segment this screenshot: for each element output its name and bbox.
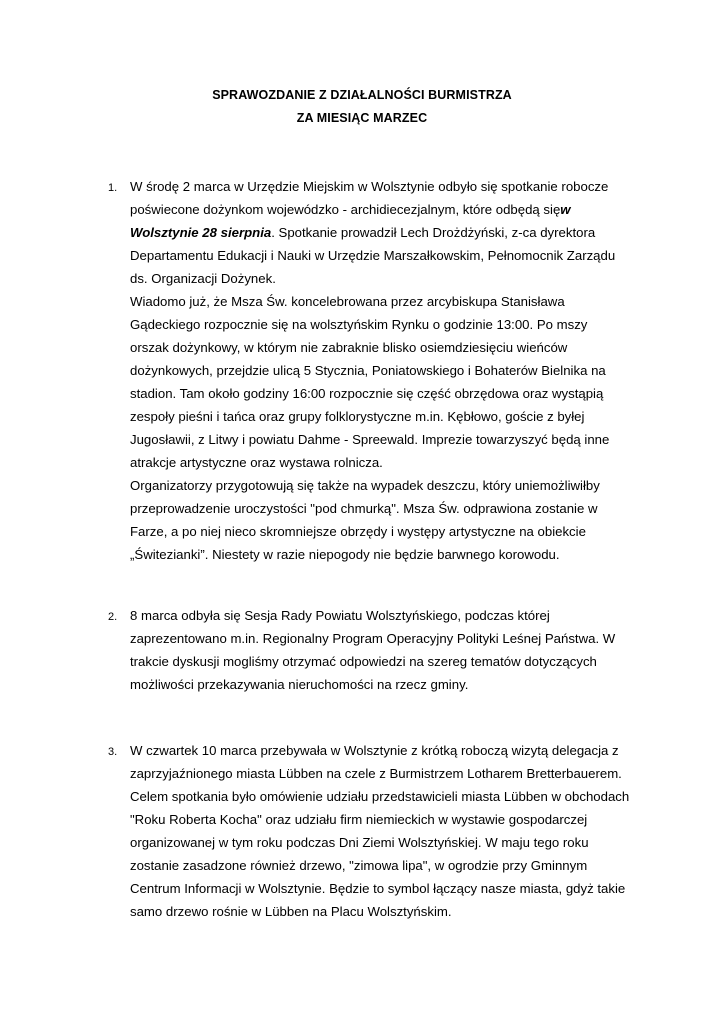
text-segment: . Spotkanie prowadził Lech Drożdżyński, z-ca dyrektora (271, 225, 596, 240)
text-line (130, 198, 650, 221)
list-item-text (130, 604, 650, 696)
text-line: W czwartek 10 marca przebywała w Wolsztynie z krótką roboczą wizytą delegacja z (130, 743, 619, 758)
text-segment-bold-italic: Wolsztynie 28 sierpnia (130, 225, 272, 240)
text-line: Gądeckiego rozpocznie się na wolsztyńskim Rynku o godzinie 13:00. Po mszy (130, 317, 588, 332)
text-line: Farze, a po niej nieco skromniejsze obrzędy i występy artystyczne na obiekcie (130, 524, 586, 539)
text-line: zaprzyjaźnionego miasta Lübben na czele z Burmistrzem Lotharem Bretterbauerem. (130, 766, 622, 781)
list-item-number: 3. (108, 746, 118, 758)
text-line: organizowanej w tym roku podczas Dni Ziemi Wolsztyńskiej. W maju tego roku (130, 835, 589, 850)
text-line: zaprezentowano m.in. Regionalny Program Operacyjny Polityki Leśnej Państwa. W (130, 631, 616, 646)
text-line: 8 marca odbyła się Sesja Rady Powiatu Wolsztyńskiego, podczas której (130, 608, 550, 623)
text-line: atrakcje artystyczne oraz wystawa rolnicza. (130, 455, 383, 470)
title-line-1: SPRAWOZDANIE Z DZIAŁALNOŚCI BURMISTRZA (212, 88, 512, 102)
text-line: trakcie dyskusji mogliśmy otrzymać odpowiedzi na szereg tematów dotyczących (130, 654, 597, 669)
text-line: ds. Organizacji Dożynek. (130, 271, 276, 286)
text-line: zostanie zasadzone również drzewo, "zimowa lipa", w ogrodzie przy Gminnym (130, 858, 588, 873)
list-item-number: 2. (108, 611, 118, 623)
text-line: W środę 2 marca w Urzędzie Miejskim w Wolsztynie odbyło się spotkanie robocze (130, 179, 609, 194)
list-item-text (130, 175, 650, 566)
text-line: samo drzewo rośnie w Lübben na Placu Wolsztyńskim. (130, 904, 452, 919)
text-line: orszak dożynkowy, w którym nie zabraknie blisko osiemdziesięciu wieńców (130, 340, 568, 355)
text-line: „Świtezianki”. Niestety w razie niepogody nie będzie barwnego korowodu. (130, 547, 560, 562)
text-line: Celem spotkania było omówienie udziału przedstawicieli miasta Lübben w obchodach (130, 789, 630, 804)
list-item-number: 1. (108, 182, 118, 194)
text-segment: poświecone dożynkom wojewódzko - archidiecezjalnym, które odbędą się (130, 202, 561, 217)
text-line: zespoły pieśni i tańca oraz grupy folklorystyczne m.in. Kębłowo, goście z byłej (130, 409, 585, 424)
text-line: Organizatorzy przygotowują się także na wypadek deszczu, który uniemożliwiłby (130, 478, 600, 493)
text-line: dożynkowych, przejdzie ulicą 5 Stycznia, Poniatowskiego i Bohaterów Bielnika na (130, 363, 606, 378)
text-line: Wiadomo już, że Msza Św. koncelebrowana przez arcybiskupa Stanisława (130, 294, 565, 309)
list-item-text (130, 739, 650, 923)
text-line (130, 221, 650, 244)
text-line: "Roku Roberta Kocha" oraz udziału firm niemieckich w wystawie gospodarczej (130, 812, 588, 827)
text-line: Departamentu Edukacji i Nauki w Urzędzie Marszałkowskim, Pełnomocnik Zarządu (130, 248, 616, 263)
text-line: stadion. Tam około godziny 16:00 rozpocznie się część obrzędowa oraz wystąpią (130, 386, 604, 401)
text-line: możliwości przekazywania nieruchomości na rzecz gminy. (130, 677, 469, 692)
text-line: Jugosławii, z Litwy i powiatu Dahme - Spreewald. Imprezie towarzyszyć będą inne (130, 432, 610, 447)
title-line-2: ZA MIESIĄC MARZEC (296, 111, 428, 125)
report-title (0, 84, 724, 130)
text-line: Centrum Informacji w Wolsztynie. Będzie to symbol łączący nasze miasta, gdyż takie (130, 881, 626, 896)
text-segment-bold-italic: w (560, 202, 571, 217)
text-line: przeprowadzenie uroczystości "pod chmurką". Msza Św. odprawiona zostanie w (130, 501, 598, 516)
